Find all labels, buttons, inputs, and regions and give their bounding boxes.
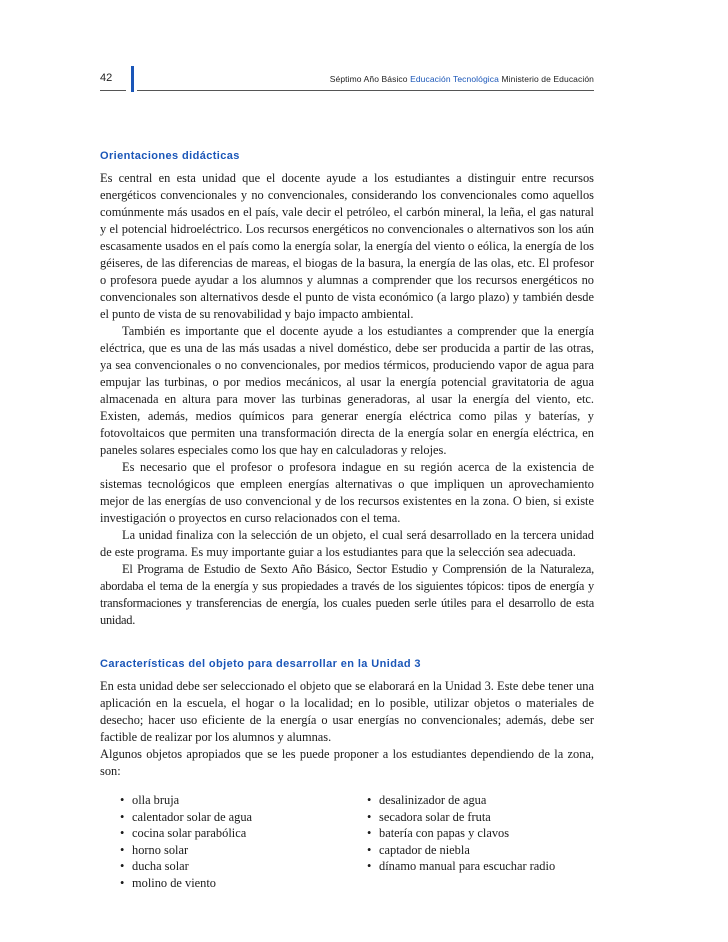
paragraph: Algunos objetos apropiados que se les puede proponer a los estudiantes dependiendo de la zona, son: [100, 747, 594, 778]
paragraph: Es necesario que el profesor o profesora indague en su región acerca de la existencia de sistemas tecnológicos que empleen energías alternativas o que impliquen un aprovechamiento mejor de las energías de uso convencional y de los recursos existentes en la zona. O bien, si existe investigación o proyectos en curso relacionados con el tema. [100, 460, 594, 525]
page-number: 42 [100, 72, 113, 84]
section-caracteristicas [100, 656, 594, 892]
list-item: • secadora solar de fruta [367, 809, 491, 824]
list-item: • captador de niebla [367, 842, 470, 857]
bullet-icon: • [367, 809, 372, 824]
bullet-column-left [100, 792, 347, 892]
running-header-subject: Educación Tecnológica [410, 74, 499, 84]
running-header-grade: Séptimo Año Básico [329, 74, 408, 84]
list-item: • desalinizador de agua [367, 793, 487, 807]
paragraph: La unidad finaliza con la selección de un objeto, el cual será desarrollado en la tercera unidad de este programa. Es muy importante guiar a los estudiantes para que la selección sea adecuada. [100, 528, 594, 559]
bullet-icon: • [367, 842, 372, 857]
bullet-icon: • [367, 826, 372, 841]
bullet-column-right [347, 792, 594, 892]
page-header [100, 66, 594, 96]
list-item: • batería con papas y clavos [367, 826, 510, 841]
list-item: • olla bruja [120, 793, 180, 807]
paragraph: Es central en esta unidad que el docente ayude a los estudiantes a distinguir entre recursos energéticos convencionales y no convencionales, considerando los convencionales como aquellos comúnmente más usados en el país, vale decir el petróleo, el carbón mineral, la leña, el gas natural y el potencial hidroeléctrico. Los recursos energéticos no convencionales o alternativos son los aún escasamente usados en el país como la energía solar, la energía del viento o eólica, la energía de los géiseres, de las diferencias de mareas, el biogas de la basura, la energía de las olas, etc. El profesor o profesora puede ayudar a los alumnos y alumnas a comprender que los recursos energéticos no convencionales son alternativos desde el punto de vista económico (a largo plazo) y también desde el punto de vista de su renovabilidad y bajo impacto ambiental. [100, 171, 594, 321]
bullet-icon: • [120, 875, 125, 890]
running-header [330, 74, 594, 84]
paragraph: El Programa de Estudio de Sexto Año Básico, Sector Estudio y Comprensión de la Naturaleza, abordaba el tema de la energía y sus propiedades a través de los siguientes tópicos: tipos de energía y transformaciones y transferencias de energía, los cuales pueden serle útiles para el desarrollo de esta unidad. [100, 562, 594, 627]
list-item: • ducha solar [120, 859, 189, 874]
bullet-icon: • [120, 793, 125, 807]
objects-bullet-list [100, 792, 594, 892]
header-accent-bar [131, 66, 134, 92]
list-item: • calentador solar de agua [120, 809, 253, 824]
list-item: • dínamo manual para escuchar radio [367, 859, 556, 874]
bullet-icon: • [120, 826, 125, 841]
section-title-orientaciones: Orientaciones didácticas [100, 150, 240, 162]
list-item: • horno solar [120, 842, 189, 857]
bullet-icon: • [120, 859, 125, 874]
list-item: • cocina solar parabólica [120, 826, 247, 841]
paragraph: En esta unidad debe ser seleccionado el objeto que se elaborará en la Unidad 3. Este debe tener una aplicación en la escuela, el hogar o la localidad; en lo posible, utilizar objetos o materiales de desecho; hacer uso eficiente de la energía o usar energías no convencionales; además, debe ser factible de realizar por los alumnos y alumnas. [100, 679, 594, 744]
page-content [100, 148, 594, 892]
page-number-rule [100, 90, 126, 91]
bullet-icon: • [120, 809, 125, 824]
paragraph: También es importante que el docente ayude a los estudiantes a comprender que la energía eléctrica, que es una de las más usadas a nivel doméstico, debe ser producida a partir de las otras, ya sea convencionales o no convencionales, por medios térmicos, produciendo vapor de agua para empujar las turbinas, o por medios mecánicos, al usar la energía potencial gravitatoria de agua almacenada en altura para mover las turbinas generadoras, al usar la energía del viento, etc. Existen, además, medios químicos para generar energía eléctrica como pilas y baterías, y fotovoltaicos que permiten una transformación directa de la energía solar en energía eléctrica, en paneles solares especiales como los que hay en calculadoras y relojes. [100, 324, 594, 457]
list-item: • molino de viento [120, 875, 216, 890]
section-title-caracteristicas: Características del objeto para desarrollar en la Unidad 3 [100, 658, 421, 670]
header-rule [137, 90, 594, 91]
bullet-icon: • [120, 842, 125, 857]
bullet-icon: • [367, 859, 372, 874]
running-header-ministry: Ministerio de Educación [501, 74, 594, 84]
bullet-icon: • [367, 793, 372, 807]
